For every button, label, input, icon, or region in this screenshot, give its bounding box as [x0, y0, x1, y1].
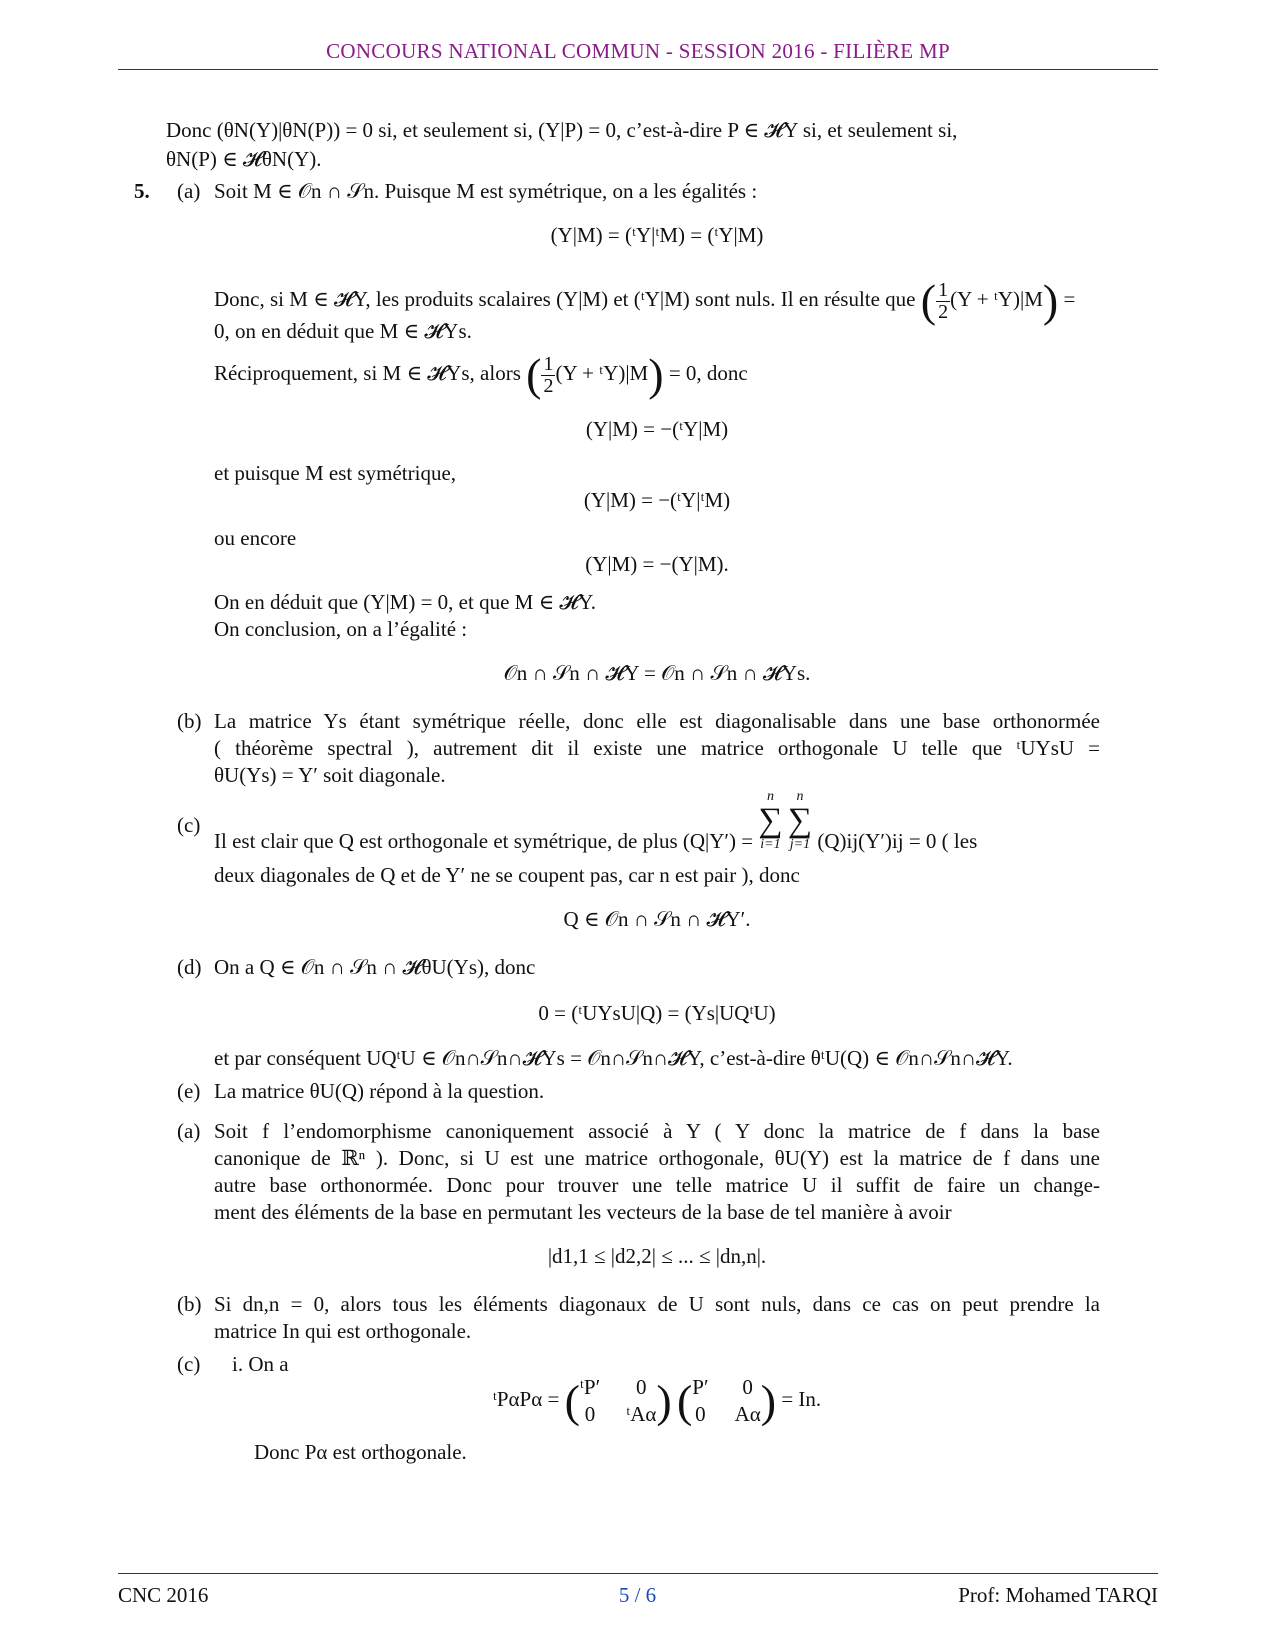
matrix-transpose: [580, 1374, 656, 1429]
part-5c-line-1-tail: (Q)ij(Y′)ij = 0 ( les: [817, 828, 978, 853]
part-label-5e: (e): [177, 1079, 201, 1103]
part-5e-line-1: La matrice θU(Q) répond à la question.: [214, 1079, 545, 1103]
left-paren: (: [526, 349, 542, 400]
fraction-numerator: 1: [938, 278, 949, 301]
subitem-label: i.: [232, 1352, 244, 1376]
part-5a-line-2-text: Donc, si M ∈ 𝓗Y, les produits scalaires (Y|M) et (ᵗY|M) sont nuls. Il en résulte que: [214, 286, 916, 311]
matrix-entry: ᵗAα: [626, 1402, 657, 1427]
sigma-icon: ∑: [787, 802, 813, 839]
matrix-entry: 0: [695, 1402, 706, 1427]
equation-5a-2: (Y|M) = −(ᵗY|M): [585, 417, 729, 441]
part-5a-line-4: [214, 349, 748, 400]
equation-5a-1: (Y|M) = (ᵗY|ᵗM) = (ᵗY|M): [550, 223, 764, 247]
equation-6a: |d1,1 ≤ |d2,2| ≤ ... ≤ |dn,n|.: [547, 1244, 767, 1268]
matrix-entry: 0: [636, 1375, 647, 1399]
part-label-6a: (a): [177, 1119, 201, 1143]
part-5a-line-3: 0, on en déduit que M ∈ 𝓗Ys.: [214, 319, 472, 343]
footer-left: CNC 2016: [118, 1583, 209, 1607]
part-label-5c: (c): [177, 813, 201, 837]
part-5b-line-3: θU(Ys) = Y′ soit diagonale.: [214, 763, 446, 787]
right-paren: ): [760, 1375, 777, 1427]
part-5a-line-4-text: Réciproquement, si M ∈ 𝓗Ys, alors: [214, 360, 521, 385]
equation-5c: Q ∈ 𝒪n ∩ 𝒮n ∩ 𝓗Y′.: [563, 907, 751, 931]
right-paren: ): [656, 1375, 672, 1427]
intro-line-2: θN(P) ∈ 𝓗θN(Y).: [166, 147, 322, 171]
part-5c-line-2: deux diagonales de Q et de Y′ ne se coupent pas, car n est pair ), donc: [214, 863, 800, 887]
part-label-5d: (d): [177, 955, 202, 979]
part-5c-line-1: [214, 790, 1100, 852]
fraction-half: [936, 280, 950, 323]
part-5a-line-1: Soit M ∈ 𝒪n ∩ 𝒮n. Puisque M est symétrique, on a les égalités :: [214, 179, 758, 203]
matrix-entry: 0: [584, 1402, 596, 1427]
matrix-entry: ᵗP′: [579, 1375, 601, 1399]
equation-5a-3: (Y|M) = −(ᵗY|ᵗM): [583, 488, 731, 512]
part-5b-line-2: ( théorème spectral ), autrement dit il existe une matrice orthogonale U telle que ᵗUYsU =: [214, 736, 1100, 760]
part-5a-line-5: et puisque M est symétrique,: [214, 461, 457, 485]
equals-sign: =: [1063, 286, 1076, 311]
part-label-6c: (c): [177, 1352, 201, 1376]
part-5c-line-1-text: Il est clair que Q est orthogonale et symétrique, de plus (Q|Y′) =: [214, 828, 754, 853]
sum-lower-limit: i=1: [760, 837, 781, 852]
sum-upper-limit: n: [766, 789, 774, 804]
sum-lower-limit: j=1: [789, 837, 811, 852]
page-header: CONCOURS NATIONAL COMMUN - SESSION 2016 - FILIÈRE MP: [326, 39, 950, 63]
right-paren: ): [648, 349, 664, 400]
part-6b-line-2: matrice In qui est orthogonale.: [214, 1319, 472, 1343]
inner-product-expression: (Y + ᵗY)|M: [950, 286, 1043, 311]
part-5a-line-6: ou encore: [214, 526, 297, 550]
right-paren: ): [1042, 275, 1059, 326]
fraction-denominator: 2: [938, 300, 949, 323]
part-6c-line-2: Donc Pα est orthogonale.: [254, 1440, 467, 1464]
left-paren: (: [920, 275, 937, 326]
part-label-5a: (a): [177, 179, 201, 203]
left-paren: (: [676, 1375, 693, 1427]
part-5d-line-1: On a Q ∈ 𝒪n ∩ 𝒮n ∩ 𝓗θU(Ys), donc: [214, 955, 536, 979]
sigma-icon: ∑: [758, 802, 783, 839]
part-6a-line-4: ment des éléments de la base en permutant les vecteurs de la base de tel manière à avoir: [214, 1200, 952, 1224]
part-6b-line-1: Si dn,n = 0, alors tous les éléments diagonaux de U sont nuls, dans ce cas on peut prendre la: [214, 1292, 1100, 1316]
matrix-equation-6c: [214, 1374, 1100, 1429]
matrix-p-alpha: [692, 1374, 760, 1429]
matrix-entry: Aα: [734, 1402, 761, 1427]
part-5a-line-8: On conclusion, on a l’égalité :: [214, 617, 468, 641]
part-5b-line-1: La matrice Ys étant symétrique réelle, donc elle est diagonalisable dans une base orthonormée: [214, 709, 1100, 733]
part-5a-line-7: On en déduit que (Y|M) = 0, et que M ∈ 𝓗Y.: [214, 590, 597, 614]
footer-rule: [118, 1573, 1158, 1574]
fraction-half: [541, 354, 555, 397]
fraction-numerator: 1: [543, 352, 554, 375]
equation-5d: 0 = (ᵗUYsU|Q) = (Ys|UQᵗU): [538, 1001, 776, 1025]
equation-5a-5: 𝒪n ∩ 𝒮n ∩ 𝓗Y = 𝒪n ∩ 𝒮n ∩ 𝓗Ys.: [503, 661, 811, 685]
part-label-6b: (b): [177, 1292, 202, 1316]
part-6c-line-1: On a: [248, 1352, 289, 1376]
question-number-5: 5.: [134, 179, 150, 203]
intro-line-1: Donc (θN(Y)|θN(P)) = 0 si, et seulement si, (Y|P) = 0, c’est-à-dire P ∈ 𝓗Y si, et seulement si,: [166, 118, 958, 142]
part-6a-line-3: autre base orthonormée. Donc pour trouver une telle matrice U il suffit de faire un change-: [214, 1173, 1100, 1197]
matrix-entry: 0: [742, 1375, 753, 1399]
part-6a-line-1: Soit f l’endomorphisme canoniquement associé à Y ( Y donc la matrice de f dans la base: [214, 1119, 1100, 1143]
matrix-entry: P′: [692, 1375, 709, 1399]
sum-symbol-i: [758, 790, 782, 852]
page-number: 5 / 6: [618, 1583, 657, 1607]
sum-symbol-j: [788, 790, 812, 852]
footer-author: Prof: Mohamed TARQI: [958, 1583, 1158, 1607]
matrix-equation-left: ᵗPαPα =: [492, 1387, 560, 1412]
part-label-5b: (b): [177, 709, 202, 733]
equation-5a-4: (Y|M) = −(Y|M).: [585, 552, 729, 576]
part-5a-line-4-tail: = 0, donc: [668, 360, 748, 385]
inner-product-expression: (Y + ᵗY)|M: [555, 360, 649, 385]
part-6a-line-2: canonique de ℝⁿ ). Donc, si U est une matrice orthogonale, θU(Y) est la matrice de f dans une: [214, 1146, 1100, 1170]
matrix-equation-right: = In.: [781, 1387, 822, 1412]
sum-upper-limit: n: [796, 789, 804, 804]
fraction-denominator: 2: [543, 374, 554, 397]
left-paren: (: [564, 1375, 580, 1427]
header-rule: [118, 69, 1158, 70]
part-5d-line-2: et par conséquent UQᵗU ∈ 𝒪n∩𝒮n∩𝓗Ys = 𝒪n∩𝒮n∩𝓗Y, c’est-à-dire θᵗU(Q) ∈ 𝒪n∩𝒮n∩𝓗Y.: [214, 1046, 1013, 1070]
